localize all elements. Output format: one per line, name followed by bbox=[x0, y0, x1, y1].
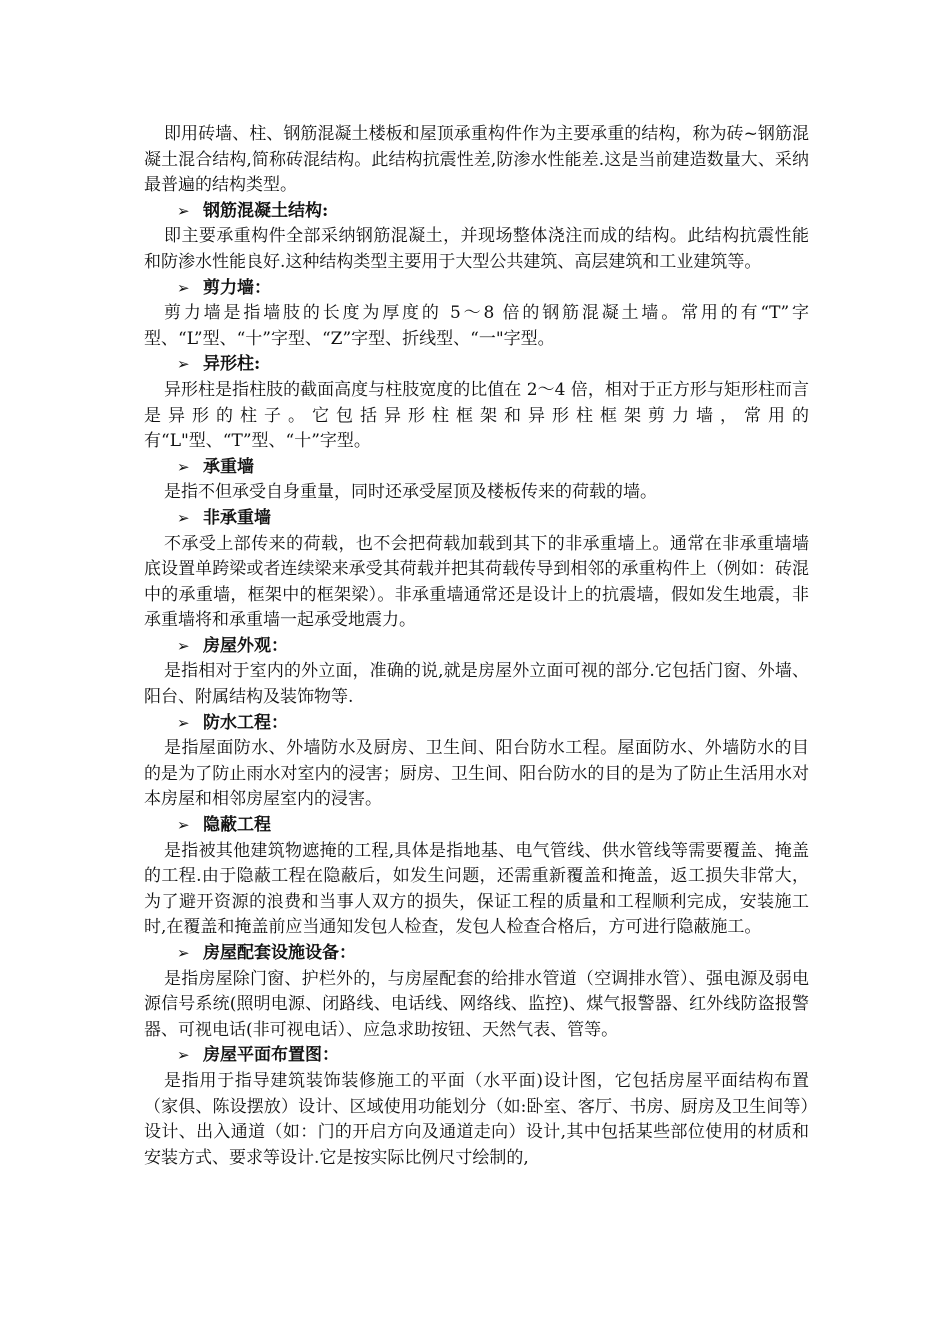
section-heading-exterior bbox=[144, 634, 809, 660]
section-body-special-column: 异形柱是指柱肢的截面高度与柱肢宽度的比值在 2～4 倍，相对于正方形与矩形柱而言是异形的柱子。它包括异形柱框架和异形柱框架剪力墙，常用的有“L"型、“T”型、“十”字型。 bbox=[144, 379, 809, 452]
heading-text: 隐蔽工程 bbox=[203, 815, 271, 836]
intro-paragraph: 即用砖墙、柱、钢筋混凝土楼板和屋顶承重构件作为主要承重的结构，称为砖~钢筋混凝土混合结构,简称砖混结构。此结构抗震性差,防渗水性能差.这是当前建造数量大、采纳最普遍的结构类型。 bbox=[144, 124, 809, 196]
arrow-bullet-icon: ➢ bbox=[177, 355, 190, 374]
section-body-reinforced-concrete: 即主要承重构件全部采纳钢筋混凝土，并现场整体浇注而成的结构。此结构抗震性能和防渗水性能良好.这种结构类型主要用于大型公共建筑、高层建筑和工业建筑等。 bbox=[144, 226, 809, 272]
arrow-bullet-icon: ➢ bbox=[177, 1046, 190, 1065]
section-body-waterproofing: 是指屋面防水、外墙防水及厨房、卫生间、阳台防水工程。屋面防水、外墙防水的目的是为了防止雨水对室内的浸害；厨房、卫生间、阳台防水的目的是为了防止生活用水对本房屋和相邻房屋室内的浸害。 bbox=[144, 738, 809, 810]
heading-text: 房屋外观： bbox=[203, 635, 288, 656]
arrow-bullet-icon: ➢ bbox=[177, 457, 190, 476]
heading-text: 承重墙 bbox=[203, 456, 254, 477]
section-body-load-bearing-wall: 是指不但承受自身重量，同时还承受屋顶及楼板传来的荷载的墙。 bbox=[164, 482, 657, 503]
section-heading-special-column bbox=[144, 352, 809, 378]
section-body-facilities: 是指房屋除门窗、护栏外的，与房屋配套的给排水管道（空调排水管）、强电源及弱电源信号系统(照明电源、闭路线、电话线、网络线、监控)、煤气报警器、红外线防盗报警器、可视电话(非可视电话）、应急求助按钮、天然气表、管等。 bbox=[144, 968, 809, 1040]
section-body-shear-wall: 剪力墙是指墙肢的长度为厚度的 5～8 倍的钢筋混凝土墙。常用的有“T”字型、“L”型、“十”字型、“Z”字型、折线型、“一"字型。 bbox=[144, 303, 809, 349]
section-heading-waterproofing bbox=[144, 711, 809, 737]
heading-text: 异形柱: bbox=[203, 354, 261, 375]
arrow-bullet-icon: ➢ bbox=[177, 816, 190, 835]
section-body-floor-plan: 是指用于指导建筑装饰装修施工的平面（水平面)设计图，它包括房屋平面结构布置（家俱、陈设摆放）设计、区域使用功能划分（如:卧室、客厅、书房、厨房及卫生间等）设计、出入通道（如：门的开启方向及通道走向）设计,其中包括某些部位使用的材质和安装方式、要求等设计.它是按实际比例尺寸绘制的, bbox=[144, 1070, 809, 1168]
section-heading-concealed-works bbox=[144, 813, 809, 839]
arrow-bullet-icon: ➢ bbox=[177, 713, 190, 732]
heading-text: 房屋配套设施设备： bbox=[203, 943, 356, 963]
heading-text: 防水工程： bbox=[203, 712, 288, 733]
section-body-exterior: 是指相对于室内的外立面，准确的说,就是房屋外立面可视的部分.它包括门窗、外墙、阳台、附属结构及装饰物等. bbox=[144, 661, 809, 708]
heading-text: 房屋平面布置图： bbox=[203, 1045, 339, 1066]
section-heading-load-bearing-wall bbox=[144, 455, 809, 481]
section-body-concealed-works: 是指被其他建筑物遮掩的工程,具体是指地基、电气管线、供水管线等需要覆盖、掩盖的工程.由于隐蔽工程在隐蔽后，如发生问题，还需重新覆盖和掩盖，返工损失非常大，为了避开资源的浪费和当事人双方的损失，保证工程的质量和工程顺利完成，安装施工时,在覆盖和掩盖前应当通知发包人检查，发包人检查合格后，方可进行隐蔽施工。 bbox=[144, 840, 809, 938]
heading-text: 非承重墙 bbox=[203, 507, 271, 528]
arrow-bullet-icon: ➢ bbox=[177, 944, 190, 962]
section-heading-non-load-bearing-wall bbox=[144, 506, 809, 532]
arrow-bullet-icon: ➢ bbox=[177, 508, 190, 527]
heading-text: 钢筋混凝土结构: bbox=[203, 200, 329, 221]
section-heading-shear-wall bbox=[144, 276, 809, 302]
arrow-bullet-icon: ➢ bbox=[177, 636, 190, 655]
section-body-non-load-bearing-wall: 不承受上部传来的荷载，也不会把荷载加载到其下的非承重墙上。通常在非承重墙墙底设置单跨梁或者连续梁来承受其荷载并把其荷载传导到相邻的承重构件上（例如：砖混中的承重墙，框架中的框架梁）。非承重墙通常还是设计上的抗震墙，假如发生地震，非承重墙将和承重墙一起承受地震力。 bbox=[144, 533, 809, 631]
document-body bbox=[144, 122, 809, 1171]
heading-text: 剪力墙： bbox=[203, 277, 271, 298]
section-heading-reinforced-concrete bbox=[144, 199, 809, 225]
section-heading-facilities bbox=[144, 941, 809, 967]
section-heading-floor-plan bbox=[144, 1043, 809, 1069]
arrow-bullet-icon: ➢ bbox=[177, 201, 190, 220]
arrow-bullet-icon: ➢ bbox=[177, 278, 190, 297]
